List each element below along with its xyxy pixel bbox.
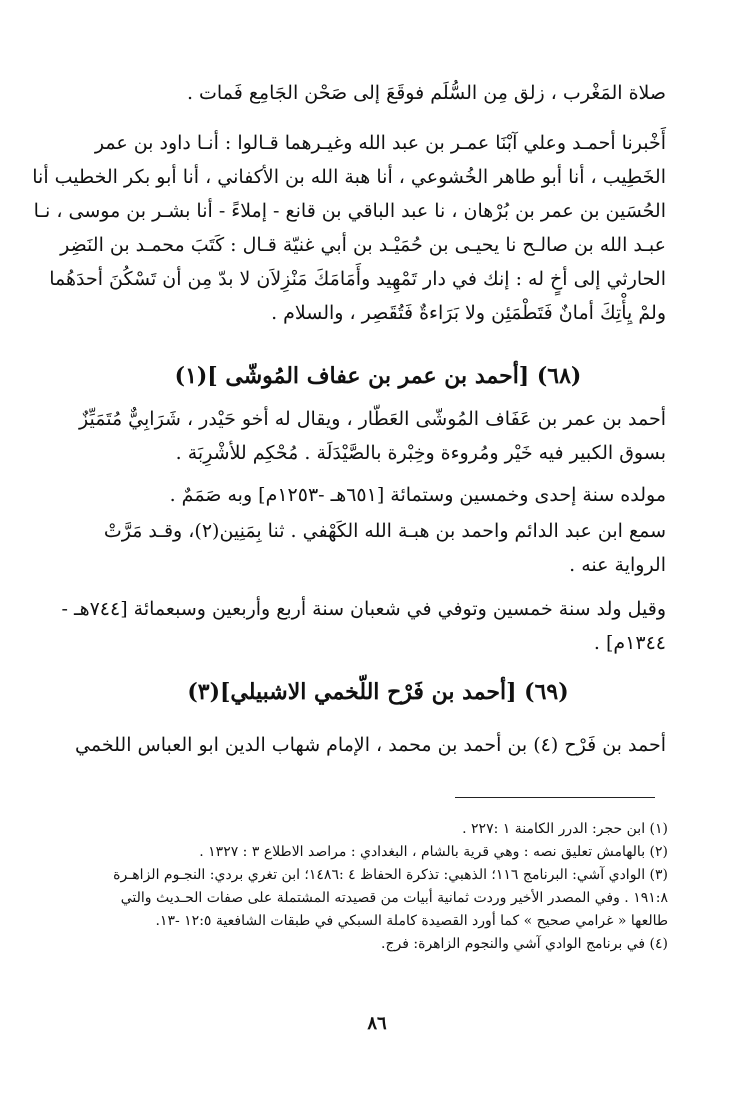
text-line: الحُسَين بن عمر بن بُرْهان ، نا عبد الباقي بن قانع - إملاءً - أنا بشـر بن موسى ، نـا: [33, 200, 666, 222]
footnote-separator: [455, 797, 655, 798]
footnote-3-cont: طالعها « غرامي صحيح » كما أورد القصيدة كاملة السبكي في طبقات الشافعية ١٢:٥ -١٣.: [155, 913, 668, 929]
text-line: الخَطِيب ، أنا أبو طاهر الخُشوعي ، أنا هبة الله بن الأكفاني ، أنا أبو بكر الخطيب أنا: [32, 166, 666, 188]
continued-text: [90, 76, 666, 110]
entry-69-paragraph-1: [75, 728, 666, 762]
entry-heading-69: (٦٩) [أحمد بن فَرْح اللّخمي الاشبيلي](٣): [187, 679, 569, 705]
text-line: أحمد بن فَرْح (٤) بن أحمد بن محمد ، الإمام شهاب الدين ابو العباس اللخمي: [75, 734, 666, 756]
text-line: ١٣٤٤م] .: [593, 632, 666, 654]
entry-68-paragraph-3: [90, 514, 666, 582]
text-line: أحمد بن عمر بن عَفَاف المُوشّى العَطّار ، ويقال له أخو حَيْدر ، شَرَابِيٌّ مُتَمَيِّزٌ: [79, 408, 666, 430]
page-number: ٨٦: [367, 1013, 387, 1034]
text-line: الرواية عنه .: [569, 554, 666, 576]
entry-68-paragraph-1: [79, 402, 666, 470]
text-line: أَخْبرنا أحمـد وعلي آبْنَا عمـر بن عبد الله وغيـرهما قـالوا : أنـا داود بن عمر: [94, 132, 666, 154]
text-line: وقيل ولد سنة خمسين وتوفي في شعبان سنة أربع وأربعين وسبعمائة [٧٤٤هـ -: [61, 598, 666, 620]
entry-68-paragraph-4: [61, 592, 666, 660]
text-line: صلاة المَغْرب ، زلق مِن السُّلَم فوقَعَ إلى صَحْن الجَامِع فَمات .: [186, 82, 666, 104]
isnad-paragraph: [32, 126, 666, 330]
footnote-1: (١) ابن حجر: الدرر الكامنة ١ :٢٢٧ .: [462, 821, 668, 837]
footnotes: [90, 818, 668, 956]
entry-heading-68: (٦٨) [أحمد بن عمر بن عفاف المُوشّى ](١): [174, 363, 582, 389]
text-line: سمع ابن عبد الدائم واحمد بن هبـة الله الكَهْفي . ثنا بِمَنِين(٢)، وقـد مَرَّتْ: [103, 520, 666, 542]
text-line: ولمْ يِأْتِكَ أمانٌ فَتَطْمَئِن ولا بَرَاءةٌ فَتُقَصِر ، والسلام .: [271, 302, 666, 324]
text-line: عبـد الله بن صالـح نا يحيـى بن حُمَيْـد بن أبي غنيّة قـال : كَتَبَ محمـد بن النَضِر: [60, 234, 666, 256]
text-line: الحارثي إلى أخٍ له : إنك في دار تَمْهِيد وأَمَامَكَ مَنْزِلاَن لا بدّ مِن أن تَسْكُنَ أحدَهُما: [49, 268, 666, 290]
footnote-4: (٤) في برنامج الوادي آشي والنجوم الزاهرة: فرج.: [381, 936, 668, 952]
entry-68-paragraph-2: [90, 478, 666, 512]
footnote-3: (٣) الوادي آشي: البرنامج ١١٦؛ الذهبي: تذكرة الحفاظ ٤ :١٤٨٦؛ ابن تغري بردي: النجـوم الزاهـرة: [113, 867, 668, 883]
text-line: بسوق الكبير فيه خَيْر ومُروءة وخِبْرة بالصَّيْدَلَة . مُحْكِم للأشْرِبَة .: [175, 442, 666, 464]
footnote-2: (٢) بالهامش تعليق نصه : وهي قرية بالشام ، البغدادي : مراصد الاطلاع ٣ : ١٣٢٧ .: [199, 844, 668, 860]
text-line: مولده سنة إحدى وخمسين وستمائة [٦٥١هـ -١٢٥٣م] وبه صَمَمٌ .: [169, 484, 666, 506]
footnote-3-cont: ١٩١:٨ . وفي المصدر الأخير وردت ثمانية أبيات من قصيدته المشتملة على صفات الحـديث والتي: [120, 890, 668, 906]
